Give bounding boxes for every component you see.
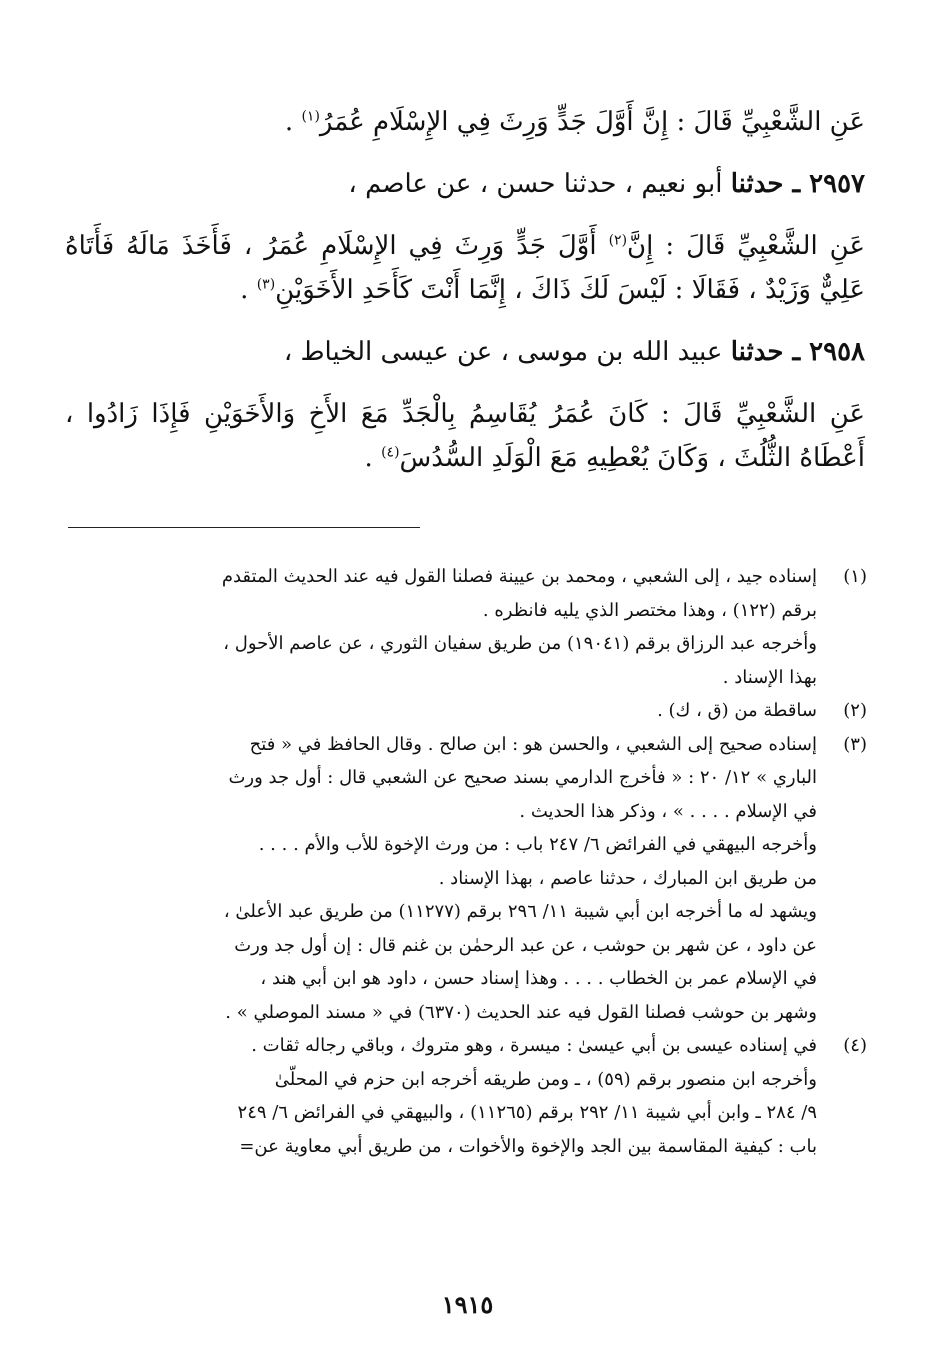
narration-lead: ـ حدثنا bbox=[730, 169, 810, 199]
footnote-line: في الإسلام . . . . » ، وذكر هذا الحديث . bbox=[519, 800, 817, 822]
footnote-ref-4: (٤) bbox=[381, 444, 400, 461]
footnote-line: في إسناده عيسى بن أبي عيسىٰ : ميسرة ، وهو متروك ، وباقي رجاله ثقات . bbox=[251, 1035, 817, 1056]
footnote-line: ٩/ ٢٨٤ ـ وابن أبي شيبة ١١/ ٢٩٢ برقم (١١٢٦٥) ، والبيهقي في الفرائض ٦/ ٢٤٩ bbox=[237, 1102, 817, 1123]
footnote-line: باب : كيفية المقاسمة بين الجد والإخوة والأخوات ، من طريق أبي معاوية عن= bbox=[239, 1135, 817, 1157]
footnote-line: إسناده جيد ، إلى الشعبي ، ومحمد بن عيينة فصلنا القول فيه عند الحديث المتقدم bbox=[221, 566, 817, 587]
footnote-ref-2: (٢) bbox=[608, 232, 628, 249]
footnote-line: من طريق ابن المبارك ، حدثنا عاصم ، بهذا الإسناد . bbox=[438, 867, 817, 889]
footnote-marker: (٣) bbox=[843, 733, 867, 755]
footnote-marker: (٤) bbox=[843, 1035, 867, 1056]
footnote-divider bbox=[68, 527, 420, 528]
text-span: أَوَّلَ جَدٍّ وَرِثَ فِي الإِسْلَامِ عُمَرُ ، فَأَخَذَ مَالَهُ فَأَتَاهُ عَلِيٌّ وَزَيْدٌ ، فَقَالَا : لَيْسَ لَكَ ذَاكَ ، إِنَّمَا أَنْتَ كَأَحَدِ الأَخَوَيْنِ bbox=[65, 231, 865, 305]
hadith-number: ٢٩٥٧ bbox=[809, 169, 865, 199]
hadith-2957-chain bbox=[65, 162, 865, 206]
footnote-line: الباري » ١٢/ ٢٠ : « فأخرج الدارمي بسند صحيح عن الشعبي قال : أول جد ورث bbox=[228, 767, 817, 788]
footnote-ref-1: (١) bbox=[301, 108, 320, 125]
text-span: . bbox=[364, 443, 382, 473]
footnotes bbox=[67, 560, 867, 1163]
text-span: عَنِ الشَّعْبِيِّ قَالَ : إِنَّ bbox=[627, 231, 865, 261]
text-span: . bbox=[240, 275, 257, 305]
hadith-2956-text bbox=[65, 100, 865, 144]
isnad-text: أبو نعيم ، حدثنا حسن ، عن عاصم ، bbox=[348, 169, 731, 199]
main-text bbox=[65, 100, 865, 480]
narration-lead: ـ حدثنا bbox=[730, 337, 810, 367]
footnote bbox=[67, 1029, 867, 1163]
footnote-line: وأخرجه ابن منصور برقم (٥٩) ، ـ ومن طريقه أخرجه ابن حزم في المحلّىٰ bbox=[274, 1068, 817, 1090]
footnote-line: وأخرجه البيهقي في الفرائض ٦/ ٢٤٧ باب : من ورث الإخوة للأب والأم . . . . bbox=[258, 834, 817, 855]
footnote-line: ويشهد له ما أخرجه ابن أبي شيبة ١١/ ٢٩٦ برقم (١١٢٧٧) من طريق عبد الأعلىٰ ، bbox=[223, 901, 817, 922]
footnote-marker: (٢) bbox=[843, 700, 867, 721]
text-span: . bbox=[284, 107, 302, 137]
hadith-number: ٢٩٥٨ bbox=[809, 337, 865, 367]
footnote bbox=[67, 560, 867, 694]
footnote-line: عن داود ، عن شهر بن حوشب ، عن عبد الرحمٰن بن غنم قال : إن أول جد ورث bbox=[234, 934, 817, 956]
footnote bbox=[67, 728, 867, 1030]
hadith-2958-chain bbox=[65, 330, 865, 374]
isnad-text: عبيد الله بن موسى ، عن عيسى الخياط ، bbox=[283, 337, 731, 367]
hadith-2958-text bbox=[65, 392, 865, 480]
text-span: عَنِ الشَّعْبِيِّ قَالَ : إِنَّ أَوَّلَ جَدٍّ وَرِثَ فِي الإِسْلَامِ عُمَرُ bbox=[319, 107, 865, 137]
hadith-2957-text bbox=[65, 224, 865, 312]
footnote bbox=[67, 694, 867, 728]
footnote-line: في الإسلام عمر بن الخطاب . . . . وهذا إسناد حسن ، داود هو ابن أبي هند ، bbox=[260, 968, 817, 989]
page-number: ١٩١٥ bbox=[441, 1290, 494, 1319]
footnote-line: ساقطة من (ق ، ك) . bbox=[657, 700, 817, 721]
footnote-ref-3: (٣) bbox=[256, 276, 276, 293]
footnote-line: وشهر بن حوشب فصلنا القول فيه عند الحديث (٦٣٧٠) في « مسند الموصلي » . bbox=[225, 1001, 817, 1023]
footnote-line: إسناده صحيح إلى الشعبي ، والحسن هو : ابن صالح . وقال الحافظ في « فتح bbox=[249, 733, 817, 755]
text-span: عَنِ الشَّعْبِيِّ قَالَ : كَانَ عُمَرُ يُقَاسِمُ بِالْجَدِّ مَعَ الأَخِ وَالأَخَوَيْنِ فَإِذَا زَادُوا ، أَعْطَاهُ الثُّلُثَ ، وَكَانَ يُعْطِيهِ مَعَ الْوَلَدِ السُّدُسَ bbox=[65, 399, 865, 473]
footnote-line: برقم (١٢٢) ، وهذا مختصر الذي يليه فانظره . bbox=[482, 599, 817, 621]
footnote-line: بهذا الإسناد . bbox=[722, 666, 817, 688]
footnote-line: وأخرجه عبد الرزاق برقم (١٩٠٤١) من طريق سفيان الثوري ، عن عاصم الأحول ، bbox=[223, 633, 817, 654]
footnote-marker: (١) bbox=[843, 566, 867, 587]
